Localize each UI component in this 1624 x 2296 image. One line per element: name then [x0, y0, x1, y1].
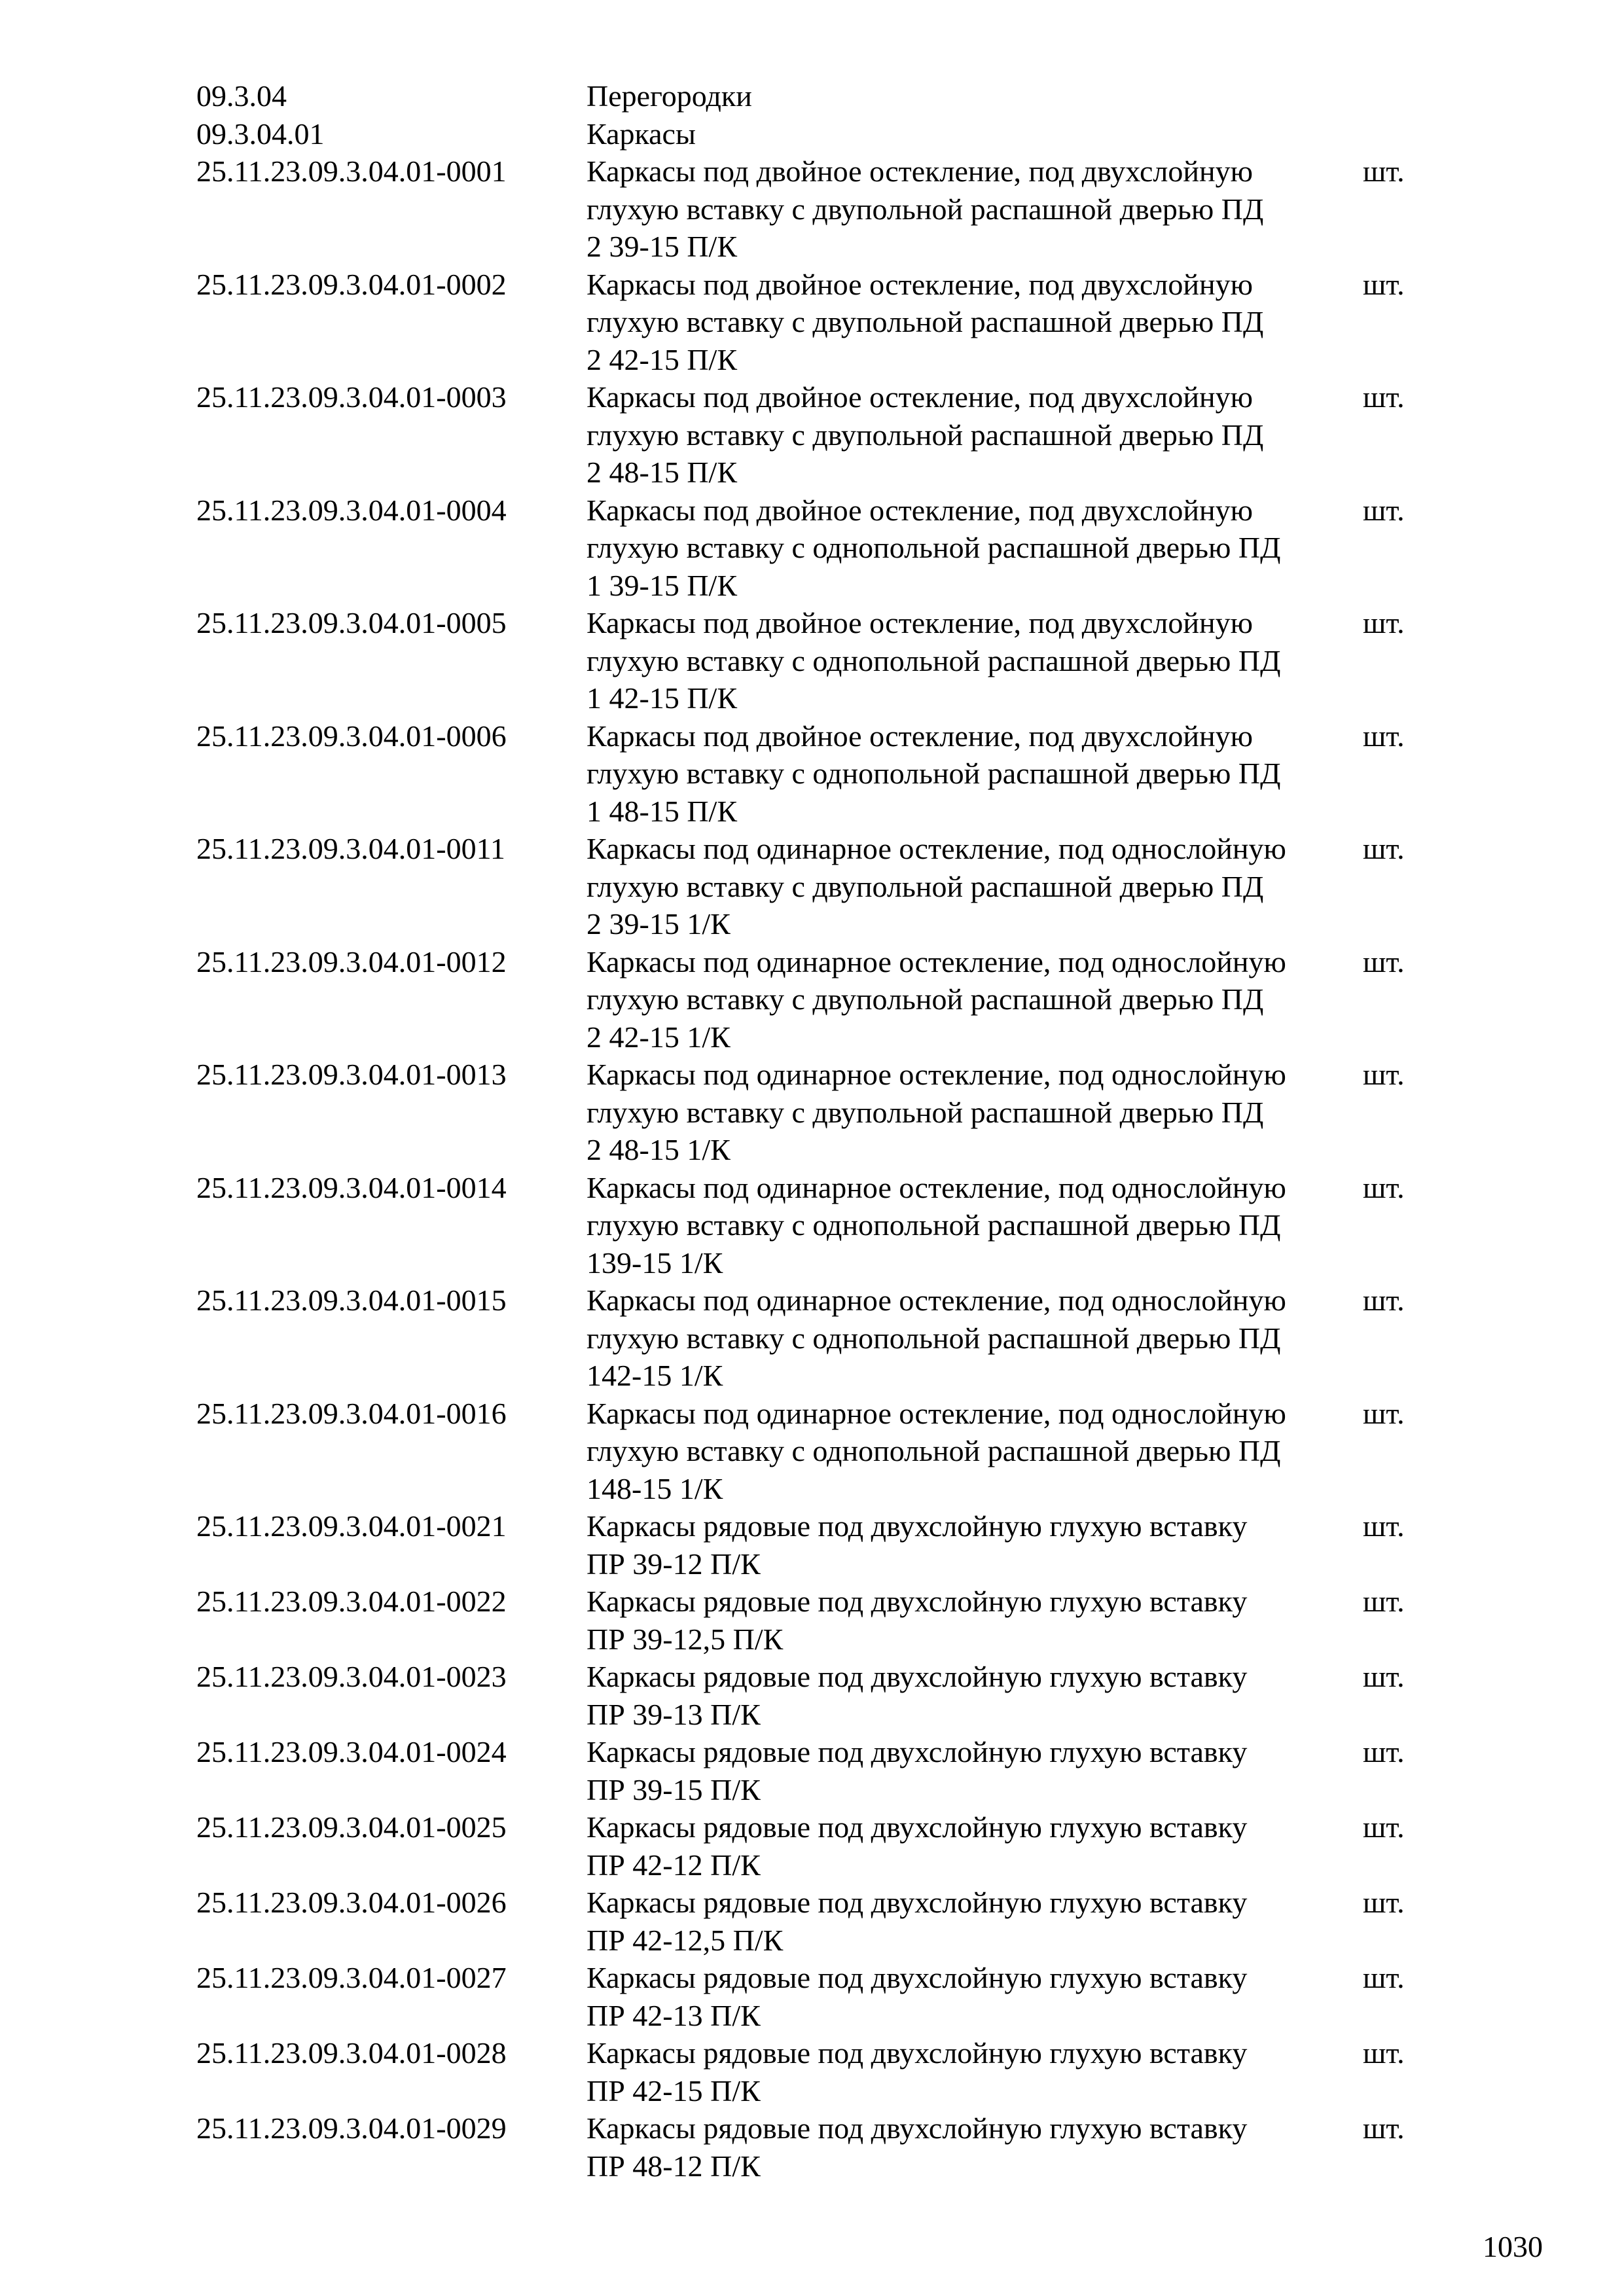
table-row: [196, 604, 1440, 717]
item-description: Каркасы рядовые под двухслойную глухую вставку ПР 42-12 П/К: [586, 1810, 1248, 1882]
table-row: [196, 830, 1440, 943]
catalog-table: [196, 77, 1440, 2185]
table-row: [196, 1169, 1440, 1282]
item-description: Каркасы под двойное остекление, под двухслойную глухую вставку с двупольной распашной дверью ПД 2 48-15 П/К: [586, 380, 1264, 489]
item-code: 25.11.23.09.3.04.01-0026: [196, 1886, 507, 1919]
item-code: 25.11.23.09.3.04.01-0028: [196, 2036, 507, 2070]
item-code: 25.11.23.09.3.04.01-0025: [196, 1810, 507, 1844]
table-row: [196, 1282, 1440, 1395]
table-row: [196, 152, 1440, 266]
table-row: [196, 717, 1440, 831]
item-description: Каркасы под одинарное остекление, под однослойную глухую вставку с двупольной распашной дверью ПД 2 48-15 1/К: [586, 1058, 1286, 1166]
item-code: 25.11.23.09.3.04.01-0013: [196, 1058, 507, 1091]
item-unit: шт.: [1363, 1886, 1405, 1919]
item-unit: шт.: [1363, 1509, 1405, 1543]
item-unit: шт.: [1363, 719, 1405, 753]
item-description: Каркасы рядовые под двухслойную глухую вставку ПР 39-12,5 П/К: [586, 1585, 1248, 1656]
table-row: [196, 1658, 1440, 1733]
item-unit: шт.: [1363, 493, 1405, 527]
item-unit: шт.: [1363, 606, 1405, 639]
item-description: Каркасы под двойное остекление, под двухслойную глухую вставку с однопольной распашной дверью ПД 1 39-15 П/К: [586, 493, 1281, 602]
item-description: Каркасы рядовые под двухслойную глухую вставку ПР 39-15 П/К: [586, 1735, 1248, 1806]
table-row: [196, 1884, 1440, 1959]
item-unit: [1363, 115, 1440, 153]
table-row: [196, 378, 1440, 492]
item-code: 25.11.23.09.3.04.01-0006: [196, 719, 507, 753]
item-description: Каркасы: [586, 117, 696, 151]
item-description: Каркасы рядовые под двухслойную глухую вставку ПР 39-12 П/К: [586, 1509, 1248, 1581]
table-row: [196, 492, 1440, 605]
item-unit: шт.: [1363, 2036, 1405, 2070]
item-unit: шт.: [1363, 832, 1405, 865]
item-description: Каркасы под двойное остекление, под двухслойную глухую вставку с однопольной распашной дверью ПД 1 42-15 П/К: [586, 606, 1281, 715]
page-number: 1030: [1483, 2230, 1543, 2263]
item-code: 09.3.04.01: [196, 117, 325, 151]
item-description: Каркасы под одинарное остекление, под однослойную глухую вставку с однопольной распашной дверью ПД 139-15 1/К: [586, 1170, 1286, 1280]
item-code: 25.11.23.09.3.04.01-0004: [196, 493, 507, 527]
item-code: 25.11.23.09.3.04.01-0027: [196, 1961, 507, 1994]
item-unit: шт.: [1363, 1396, 1405, 1430]
table-row: [196, 2034, 1440, 2109]
item-unit: шт.: [1363, 944, 1405, 978]
item-description: Каркасы рядовые под двухслойную глухую вставку ПР 42-12,5 П/К: [586, 1886, 1248, 1957]
item-description: Каркасы под двойное остекление, под двухслойную глухую вставку с однопольной распашной дверью ПД 1 48-15 П/К: [586, 719, 1281, 828]
table-row: [196, 77, 1440, 115]
item-code: 25.11.23.09.3.04.01-0021: [196, 1509, 507, 1543]
item-description: Каркасы рядовые под двухслойную глухую вставку ПР 42-13 П/К: [586, 1961, 1248, 2032]
item-unit: шт.: [1363, 1585, 1405, 1618]
item-unit: [1363, 77, 1440, 115]
item-description: Каркасы под одинарное остекление, под однослойную глухую вставку с двупольной распашной дверью ПД 2 39-15 1/К: [586, 832, 1286, 941]
table-row: [196, 2109, 1440, 2185]
item-code: 25.11.23.09.3.04.01-0014: [196, 1170, 507, 1204]
item-unit: шт.: [1363, 1170, 1405, 1204]
item-code: 25.11.23.09.3.04.01-0011: [196, 832, 505, 865]
item-description: Перегородки: [586, 79, 752, 113]
item-code: 25.11.23.09.3.04.01-0023: [196, 1660, 507, 1693]
item-code: 25.11.23.09.3.04.01-0012: [196, 944, 507, 978]
item-unit: шт.: [1363, 1735, 1405, 1768]
table-row: [196, 115, 1440, 153]
item-unit: шт.: [1363, 267, 1405, 301]
item-description: Каркасы под одинарное остекление, под однослойную глухую вставку с однопольной распашной дверью ПД 142-15 1/К: [586, 1283, 1286, 1392]
item-unit: шт.: [1363, 1660, 1405, 1693]
item-unit: шт.: [1363, 1810, 1405, 1844]
item-description: Каркасы рядовые под двухслойную глухую вставку ПР 42-15 П/К: [586, 2036, 1248, 2108]
table-row: [196, 1056, 1440, 1169]
item-code: 25.11.23.09.3.04.01-0002: [196, 267, 507, 301]
table-row: [196, 1583, 1440, 1658]
item-code: 25.11.23.09.3.04.01-0001: [196, 154, 507, 188]
item-unit: шт.: [1363, 380, 1405, 414]
table-row: [196, 1395, 1440, 1508]
item-code: 25.11.23.09.3.04.01-0015: [196, 1283, 507, 1317]
table-row: [196, 1959, 1440, 2034]
item-unit: шт.: [1363, 154, 1405, 188]
item-description: Каркасы под двойное остекление, под двухслойную глухую вставку с двупольной распашной дверью ПД 2 42-15 П/К: [586, 267, 1264, 376]
item-code: 25.11.23.09.3.04.01-0024: [196, 1735, 507, 1768]
item-code: 09.3.04: [196, 79, 287, 113]
item-code: 25.11.23.09.3.04.01-0005: [196, 606, 507, 639]
item-description: Каркасы под одинарное остекление, под однослойную глухую вставку с однопольной распашной дверью ПД 148-15 1/К: [586, 1396, 1286, 1505]
item-unit: шт.: [1363, 1283, 1405, 1317]
item-code: 25.11.23.09.3.04.01-0016: [196, 1396, 507, 1430]
item-description: Каркасы рядовые под двухслойную глухую вставку ПР 39-13 П/К: [586, 1660, 1248, 1731]
item-code: 25.11.23.09.3.04.01-0029: [196, 2111, 507, 2145]
table-row: [196, 943, 1440, 1056]
table-row: [196, 266, 1440, 379]
table-row: [196, 1808, 1440, 1884]
item-unit: шт.: [1363, 1058, 1405, 1091]
item-description: Каркасы под двойное остекление, под двухслойную глухую вставку с двупольной распашной дверью ПД 2 39-15 П/К: [586, 154, 1264, 263]
item-code: 25.11.23.09.3.04.01-0003: [196, 380, 507, 414]
item-description: Каркасы рядовые под двухслойную глухую вставку ПР 48-12 П/К: [586, 2111, 1248, 2183]
item-code: 25.11.23.09.3.04.01-0022: [196, 1585, 507, 1618]
table-row: [196, 1733, 1440, 1808]
item-unit: шт.: [1363, 2111, 1405, 2145]
table-row: [196, 1507, 1440, 1583]
item-description: Каркасы под одинарное остекление, под однослойную глухую вставку с двупольной распашной дверью ПД 2 42-15 1/К: [586, 944, 1286, 1054]
item-unit: шт.: [1363, 1961, 1405, 1994]
